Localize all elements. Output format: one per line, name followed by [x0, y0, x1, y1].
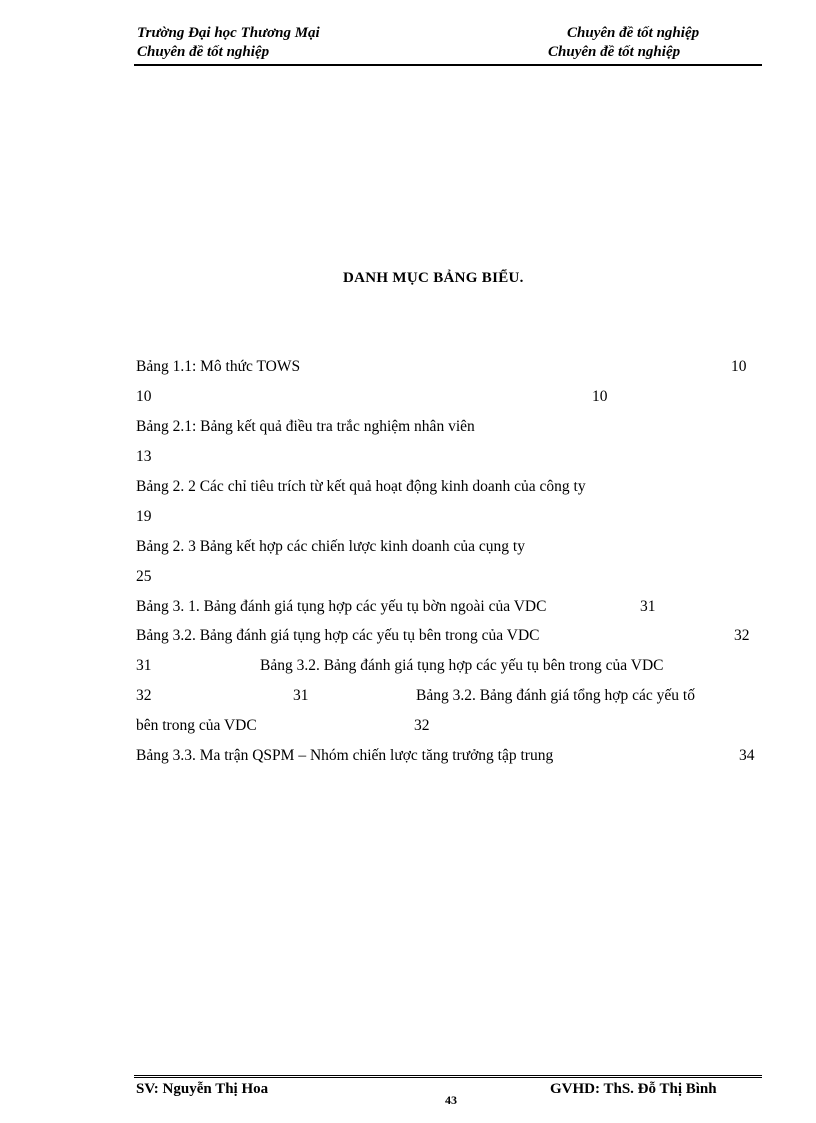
- toc-entry-label: Bảng 2. 2 Các chỉ tiêu trích từ kết quả hoạt động kinh doanh của công ty: [136, 478, 586, 495]
- header-right-subtitle: Chuyên đề tốt nghiệp: [548, 44, 681, 60]
- page-title: DANH MỤC BẢNG BIỂU.: [343, 270, 524, 286]
- toc-entry-label: Bảng 3.2. Bảng đánh giá tổng hợp các yếu tố: [416, 687, 695, 704]
- toc-entry-label: Bảng 2.1: Bảng kết quả điều tra trắc nghiệm nhân viên: [136, 418, 475, 435]
- toc-entry-label: bên trong của VDC: [136, 717, 257, 734]
- toc-entry-page: 10: [731, 358, 747, 375]
- toc-entry-label: Bảng 3.2. Bảng đánh giá tụng hợp các yếu tụ bên trong của VDC: [260, 657, 664, 674]
- toc-entry-page: 19: [136, 508, 152, 525]
- toc-entry-page: 25: [136, 568, 152, 585]
- footer-advisor: GVHD: ThS. Đỗ Thị Bình: [550, 1081, 717, 1097]
- toc-entry-page: 31: [293, 687, 309, 704]
- toc-entry-label: Bảng 3. 1. Bảng đánh giá tụng hợp các yếu tụ bờn ngoài của VDC: [136, 598, 547, 615]
- toc-entry-page: 10: [136, 388, 152, 405]
- header-rule: [134, 64, 762, 66]
- toc-entry-page: 32: [136, 687, 152, 704]
- header-school-name: Trường Đại học Thương Mại: [137, 25, 320, 41]
- footer-student: SV: Nguyễn Thị Hoa: [136, 1081, 269, 1097]
- toc-entry-page: 34: [739, 747, 755, 764]
- header-left-subtitle: Chuyên đề tốt nghiệp: [137, 44, 270, 60]
- toc-entry-page: 31: [136, 657, 152, 674]
- toc-entry-page: 13: [136, 448, 152, 465]
- toc-entry-page: 31: [640, 598, 656, 615]
- page-number: 43: [445, 1093, 457, 1107]
- toc-entry-label: Bảng 1.1: Mô thức TOWS: [136, 358, 301, 375]
- toc-entry-page: 32: [414, 717, 430, 734]
- toc-entry-page: 32: [734, 627, 750, 644]
- toc-entry-label: Bảng 3.2. Bảng đánh giá tụng hợp các yếu tụ bên trong của VDC: [136, 627, 540, 644]
- toc-entry-label: Bảng 2. 3 Bảng kết hợp các chiến lược kinh doanh của cụng ty: [136, 538, 525, 555]
- footer-rule: [134, 1075, 762, 1078]
- header-right-title: Chuyên đề tốt nghiệp: [567, 25, 700, 41]
- toc-entry-page: 10: [592, 388, 608, 405]
- toc-entry-label: Bảng 3.3. Ma trận QSPM – Nhóm chiến lược tăng trưởng tập trung: [136, 747, 554, 764]
